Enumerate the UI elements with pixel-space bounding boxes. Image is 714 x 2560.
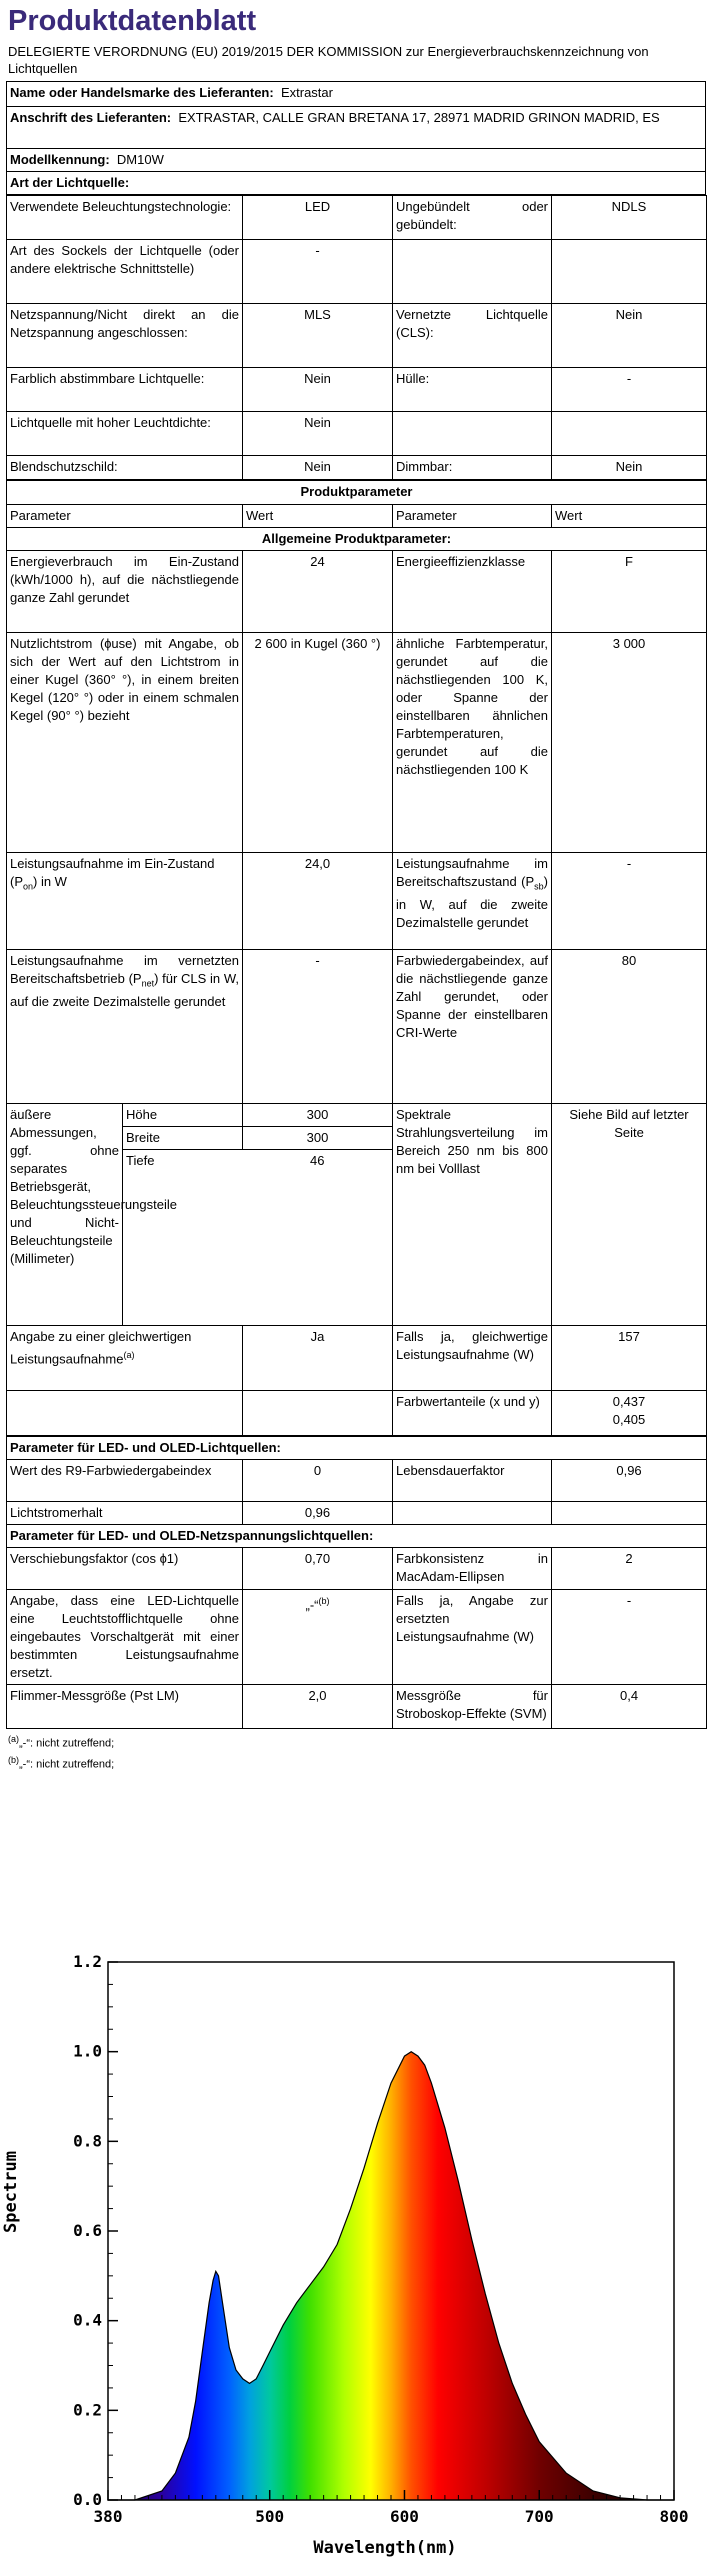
type-table [6, 195, 707, 480]
type-value: NDLS [552, 196, 707, 240]
lifetime-factor-label: Lebensdauerfaktor [393, 1460, 552, 1502]
height-value: 300 [243, 1104, 393, 1127]
page-title: Produktdatenblatt [8, 5, 257, 37]
x-tick-label: 380 [93, 2507, 123, 2526]
r9-value: 0 [243, 1460, 393, 1502]
empty-cell [552, 1502, 707, 1525]
product-params-heading: Produktparameter [7, 481, 707, 505]
type-label: Vernetzte Lichtquelle (CLS): [393, 304, 552, 368]
width-value: 300 [243, 1127, 393, 1150]
networked-standby-label: Leistungsaufnahme im vernetzten Bereitschaftsbetrieb $(P_{net})$ für CLS in W, auf die zweite Dezimalstelle gerundet [7, 950, 243, 1104]
type-value: MLS [243, 304, 393, 368]
type-label: Art des Sockels der Lichtquelle (oder andere elektrische Schnittstelle) [7, 240, 243, 304]
x-tick-label: 500 [255, 2507, 285, 2526]
chromaticity-label: Farbwertanteile (x und y) [393, 1391, 552, 1436]
networked-standby-value: - [243, 950, 393, 1104]
general-params-heading: Allgemeine Produktparameter: [7, 528, 707, 551]
empty-cell [243, 1391, 393, 1436]
type-value: Nein [552, 456, 707, 480]
datasheet [6, 0, 706, 1772]
displacement-factor-value: 0,70 [243, 1548, 393, 1590]
type-label: Farblich abstimmbare Lichtquelle: [7, 368, 243, 412]
footnote-b: $^{(b)}$„-“: nicht zutreffend; [8, 1754, 115, 1771]
equivalent-watt-value: 157 [552, 1326, 707, 1391]
equivalent-power-label: Angabe zu einer gleichwertigen Leistungsaufnahme$^{(a)}$ [7, 1326, 243, 1391]
replacement-claim-value: „-“$^{(b)}$ [243, 1590, 393, 1685]
x-tick-label: 800 [659, 2507, 689, 2526]
empty-cell [393, 412, 552, 456]
y-tick-label: 0.0 [73, 2490, 102, 2509]
type-value: Nein [243, 456, 393, 480]
width-label: Breite [123, 1127, 243, 1150]
empty-cell [552, 240, 707, 304]
footnotes [6, 1729, 706, 1772]
displacement-factor-label: Verschiebungsfaktor (cos ɸ1) [7, 1548, 243, 1590]
col-header-param: Parameter [393, 505, 552, 528]
y-axis-label: Spectrum [1, 2151, 21, 2233]
spectrum-chart [0, 1940, 714, 2560]
empty-cell [7, 1391, 243, 1436]
type-value: - [243, 240, 393, 304]
type-value: Nein [552, 304, 707, 368]
led-params-heading: Parameter für LED- und OLED-Lichtquellen: [7, 1437, 707, 1460]
empty-cell [393, 240, 552, 304]
lumen-maintenance-value: 0,96 [243, 1502, 393, 1525]
type-label: Netzspannung/Nicht direkt an die Netzspannung angeschlossen: [7, 304, 243, 368]
x-axis-label: Wavelength(nm) [313, 2538, 457, 2558]
type-label: Hülle: [393, 368, 552, 412]
depth-label: Tiefe [123, 1150, 243, 1326]
type-value: - [552, 368, 707, 412]
type-heading: Art der Lichtquelle: [7, 172, 706, 195]
stroboscopic-metric-value: 0,4 [552, 1685, 707, 1729]
type-value: LED [243, 196, 393, 240]
regulation-text: DELEGIERTE VERORDNUNG (EU) 2019/2015 DER KOMMISSION zur Energieverbrauchskennzeichnung von Lichtquellen [8, 44, 649, 76]
type-label: Verwendete Beleuchtungstechnologie: [7, 196, 243, 240]
luminous-flux-value: 2 600 in Kugel (360 °) [243, 633, 393, 853]
spectral-distribution-label: Spektrale Strahlungsverteilung im Bereich 250 nm bis 800 nm bei Volllast [393, 1104, 552, 1326]
empty-cell [552, 412, 707, 456]
type-label: Blendschutzschild: [7, 456, 243, 480]
on-mode-power-value: 24,0 [243, 853, 393, 950]
equivalent-power-value: Ja [243, 1326, 393, 1391]
model-id: Modellkennung: DM10W [7, 149, 706, 172]
spectrum-area [108, 1962, 674, 2500]
supplier-table [6, 81, 706, 195]
color-temperature-label: ähnliche Farbtemperatur, gerundet auf die nächstliegenden 100 K, oder Spanne der einstellbaren ähnlichen Farbtemperaturen, gerundet auf die nächstliegenden 100 K [393, 633, 552, 853]
y-tick-label: 0.4 [73, 2310, 102, 2330]
type-value: Nein [243, 368, 393, 412]
footnote-a: $^{(a)}$„-“: nicht zutreffend; [8, 1734, 115, 1750]
efficiency-class-label: Energieeffizienzklasse [393, 551, 552, 633]
y-tick-label: 0.6 [73, 2221, 102, 2240]
y-tick-label: 0.8 [73, 2131, 102, 2151]
energy-consumption-label: Energieverbrauch im Ein-Zustand (kWh/1000 h), auf die nächstliegende ganze Zahl gerundet [7, 551, 243, 633]
cri-label: Farbwiedergabeindex, auf die nächstliegende ganze Zahl gerundet, oder Spanne der einstellbaren CRI-Werte [393, 950, 552, 1104]
y-tick-label: 0.2 [73, 2400, 102, 2420]
standby-power-value: - [552, 853, 707, 950]
type-label: Ungebündelt oder gebündelt: [393, 196, 552, 240]
standby-power-label: Leistungsaufnahme im Bereitschaftszustand $(P_{sb})$ in W, auf die zweite Dezimalstelle gerundet [393, 853, 552, 950]
replacement-claim-label: Angabe, dass eine LED-Lichtquelle eine Leuchtstofflichtquelle ohne eingebautes Vorschaltgerät mit einer bestimmten Leistungsaufnahme ersetzt. [7, 1590, 243, 1685]
col-header-param: Parameter [7, 505, 243, 528]
supplier-name: Name oder Handelsmarke des Lieferanten: Extrastar [7, 82, 706, 107]
col-header-value: Wert [243, 505, 393, 528]
energy-consumption-value: 24 [243, 551, 393, 633]
lumen-maintenance-label: Lichtstromerhalt [7, 1502, 243, 1525]
r9-label: Wert des R9-Farbwiedergabeindex [7, 1460, 243, 1502]
type-label: Lichtquelle mit hoher Leuchtdichte: [7, 412, 243, 456]
efficiency-class-value: F [552, 551, 707, 633]
depth-value: 46 [243, 1150, 393, 1326]
height-label: Höhe [123, 1104, 243, 1127]
x-tick-label: 600 [390, 2507, 419, 2526]
dimensions-label: äußere Abmessungen, ggf. ohne separates Betriebsgerät, Beleuchtungssteuerungsteile und Nicht-Beleuchtungsteile (Millimeter) [7, 1104, 123, 1326]
type-value: Nein [243, 412, 393, 456]
lifetime-factor-value: 0,96 [552, 1460, 707, 1502]
plot-area [73, 1952, 688, 2526]
luminous-flux-label: Nutzlichtstrom (ɸuse) mit Angabe, ob sich der Wert auf den Lichtstrom in einer Kugel (360° °), in einem breiten Kegel (120° °) oder in einem schmalen Kegel (90° °) bezieht [7, 633, 243, 853]
spectral-distribution-value: Siehe Bild auf letzter Seite [552, 1104, 707, 1326]
type-label: Dimmbar: [393, 456, 552, 480]
led-params-table [6, 1436, 707, 1729]
chromaticity-value: 0,437 0,405 [552, 1391, 707, 1436]
product-params-table [6, 480, 707, 1436]
cri-value: 80 [552, 950, 707, 1104]
equivalent-watt-label: Falls ja, gleichwertige Leistungsaufnahme (W) [393, 1326, 552, 1391]
stroboscopic-metric-label: Messgröße für Stroboskop-Effekte (SVM) [393, 1685, 552, 1729]
supplier-address: Anschrift des Lieferanten: EXTRASTAR, CALLE GRAN BRETANA 17, 28971 MADRID GRINON MADRID, ES [7, 107, 706, 149]
col-header-value: Wert [552, 505, 707, 528]
mains-params-heading: Parameter für LED- und OLED-Netzspannungslichtquellen: [7, 1525, 707, 1548]
replaced-power-value: - [552, 1590, 707, 1685]
on-mode-power-label: Leistungsaufnahme im Ein-Zustand $(P_{on})$ in W [7, 853, 243, 950]
color-consistency-value: 2 [552, 1548, 707, 1590]
y-tick-label: 1.2 [73, 1952, 102, 1971]
color-consistency-label: Farbkonsistenz in MacAdam-Ellipsen [393, 1548, 552, 1590]
flicker-metric-label: Flimmer-Messgröße (Pst LM) [7, 1685, 243, 1729]
empty-cell [393, 1502, 552, 1525]
flicker-metric-value: 2,0 [243, 1685, 393, 1729]
color-temperature-value: 3 000 [552, 633, 707, 853]
y-tick-label: 1.0 [73, 2041, 102, 2061]
replaced-power-label: Falls ja, Angabe zur ersetzten Leistungsaufnahme (W) [393, 1590, 552, 1685]
x-tick-label: 700 [524, 2507, 554, 2526]
